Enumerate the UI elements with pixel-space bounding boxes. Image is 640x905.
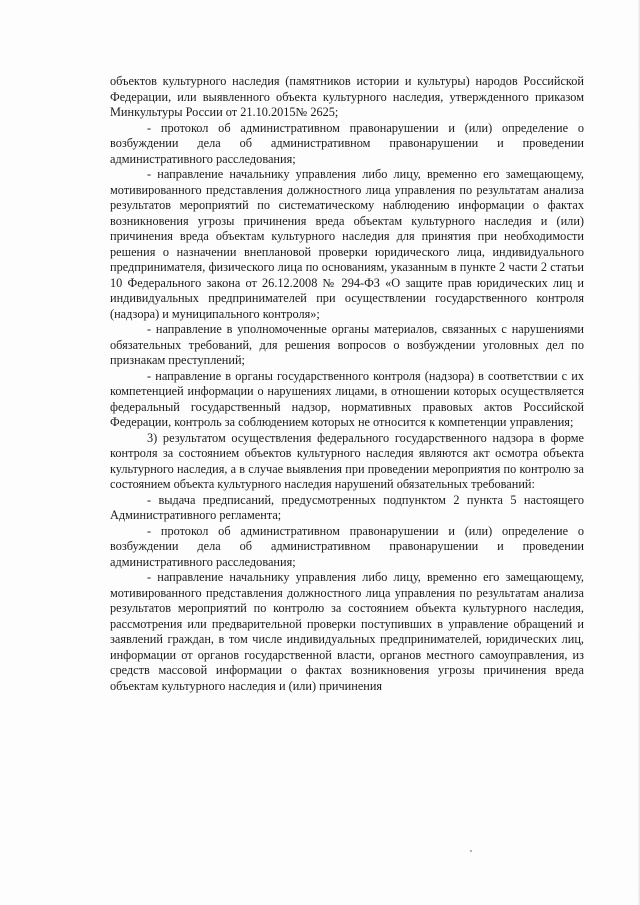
scan-speck [470,850,472,852]
paragraph-protocol-1: - протокол об административном правонарушении и (или) определение о возбуждении дела об административном правонарушении и проведении административного расследования; [110,120,584,166]
paragraph-referral-criminal: - направление в уполномоченные органы материалов, связанных с нарушениями обязательных требований, для решения вопросов о возбуждении уголовных дел по признакам преступлений; [110,322,584,367]
paragraph-referral-control-bodies: - направление в органы государственного контроля (надзора) в соответствии с их компетенцией информации о нарушениях лицами, в отношении которых осуществляется федеральный государственный надзор, нормативных правовых актов Российской Федерации, контроль за соблюдением которых не относится к компетенции управления; [110,368,584,429]
paragraph-referral-to-head-1: - направление начальнику управления либо лицу, временно его замещающему, мотивированного представления должностного лица управления по результатам анализа результатов мероприятий по систематическому наблюдению информации о фактах возникновения угрозы причинения вреда объектам культурного наследия и (или) причинения вреда объектам культурного наследия для принятия при необходимости решения о назначении внеплановой проверки юридического лица, индивидуального предпринимателя, физического лица по основаниям, указанным в пункте 2 части 2 статьи 10 Федерального закона от 26.12.2008 № 294-ФЗ «О защите прав юридических лиц и индивидуальных предпринимателей при осуществлении государственного контроля (надзора) и муниципального контроля»; [110,167,584,321]
paragraph-referral-to-head-2: - направление начальнику управления либо лицу, временно его замещающему, мотивированного представления должностного лица управления по результатам анализа результатов мероприятий по контролю за состоянием объекта культурного наследия, рассмотрения или предварительной проверки поступивших в управление обращений и заявлений граждан, в том числе индивидуальных предпринимателей, юридических лиц, информации от органов государственной власти, органов местного самоуправления, из средств массовой информации о фактах возникновения угрозы причинения вреда объектам культурного наследия и (или) причинения [110,570,584,693]
paragraph-protocol-2: - протокол об административном правонарушении и (или) определение о возбуждении дела об административном правонарушении и проведении административного расследования; [110,523,584,569]
paragraph-issue-prescriptions: - выдача предписаний, предусмотренных подпунктом 2 пункта 5 настоящего Административного регламента; [110,492,584,522]
document-body [110,74,584,694]
paragraph-object-register-continuation: объектов культурного наследия (памятников истории и культуры) народов Российской Федерации, или выявленного объекта культурного наследия, утвержденного приказом Минкультуры России от 21.10.2015№ 2625; [110,74,584,119]
paragraph-result-item-3: 3) результатом осуществления федерального государственного надзора в форме контроля за состоянием объектов культурного наследия являются акт осмотра объекта культурного наследия, а в случае выявления при проведении мероприятия по контролю за состоянием объекта культурного наследия нарушений обязательных требований: [110,430,584,491]
